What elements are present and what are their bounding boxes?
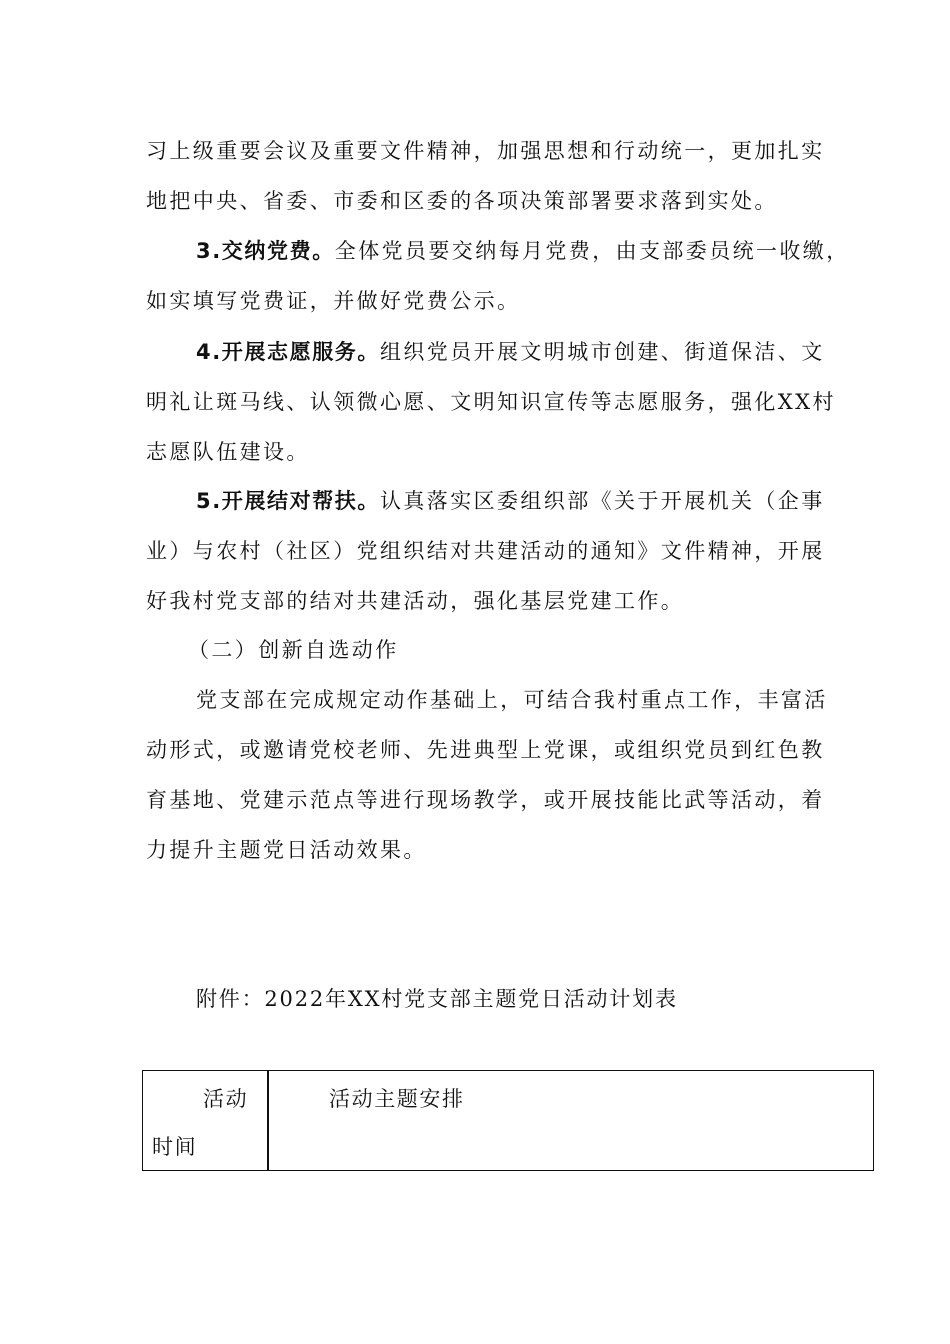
item-4-text-1: 组织党员开展文明城市创建、街道保洁、文: [380, 340, 825, 364]
body-line-1: 习上级重要会议及重要文件精神，加强思想和行动统一，更加扎实: [146, 139, 825, 163]
item-5-line-1: [196, 487, 825, 515]
section-2-line-2: 动形式，或邀请党校老师、先进典型上党课，或组织党员到红色教: [146, 738, 825, 762]
item-4-heading: 4.开展志愿服务。: [196, 340, 380, 364]
header-time-part-2: 时间: [152, 1135, 198, 1159]
item-3-line-1: [196, 237, 850, 265]
item-4-line-1: [196, 338, 825, 366]
item-3-heading: 3.交纳党费。: [196, 239, 335, 263]
section-2-line-3: 育基地、党建示范点等进行现场教学，或开展技能比武等活动，着: [146, 788, 825, 812]
item-3-line-2: 如实填写党费证，并做好党费公示。: [146, 289, 521, 313]
header-theme: 活动主题安排: [329, 1087, 465, 1111]
item-4-line-3: 志愿队伍建设。: [146, 440, 310, 464]
body-line-2: 地把中央、省委、市委和区委的各项决策部署要求落到实处。: [146, 189, 778, 213]
table-column-divider: [267, 1071, 269, 1170]
section-2-line-1: 党支部在完成规定动作基础上，可结合我村重点工作，丰富活: [196, 688, 828, 712]
item-5-line-2: 业）与农村（社区）党组织结对共建活动的通知》文件精神，开展: [146, 539, 825, 563]
section-2-title: （二）创新自选动作: [188, 638, 399, 662]
section-2-line-4: 力提升主题党日活动效果。: [146, 838, 427, 862]
activity-plan-table: [142, 1070, 874, 1171]
item-5-text-1: 认真落实区委组织部《关于开展机关（企事: [380, 489, 825, 513]
header-time-part-1: 活动: [203, 1087, 249, 1111]
item-5-line-3: 好我村党支部的结对共建活动，强化基层党建工作。: [146, 589, 685, 613]
attachment-title: 附件：2022年XX村党支部主题党日活动计划表: [196, 987, 678, 1011]
item-5-heading: 5.开展结对帮扶。: [196, 489, 380, 513]
item-4-line-2: 明礼让斑马线、认领微心愿、文明知识宣传等志愿服务，强化XX村: [146, 390, 836, 414]
item-3-text-1: 全体党员要交纳每月党费，由支部委员统一收缴，: [334, 239, 850, 263]
